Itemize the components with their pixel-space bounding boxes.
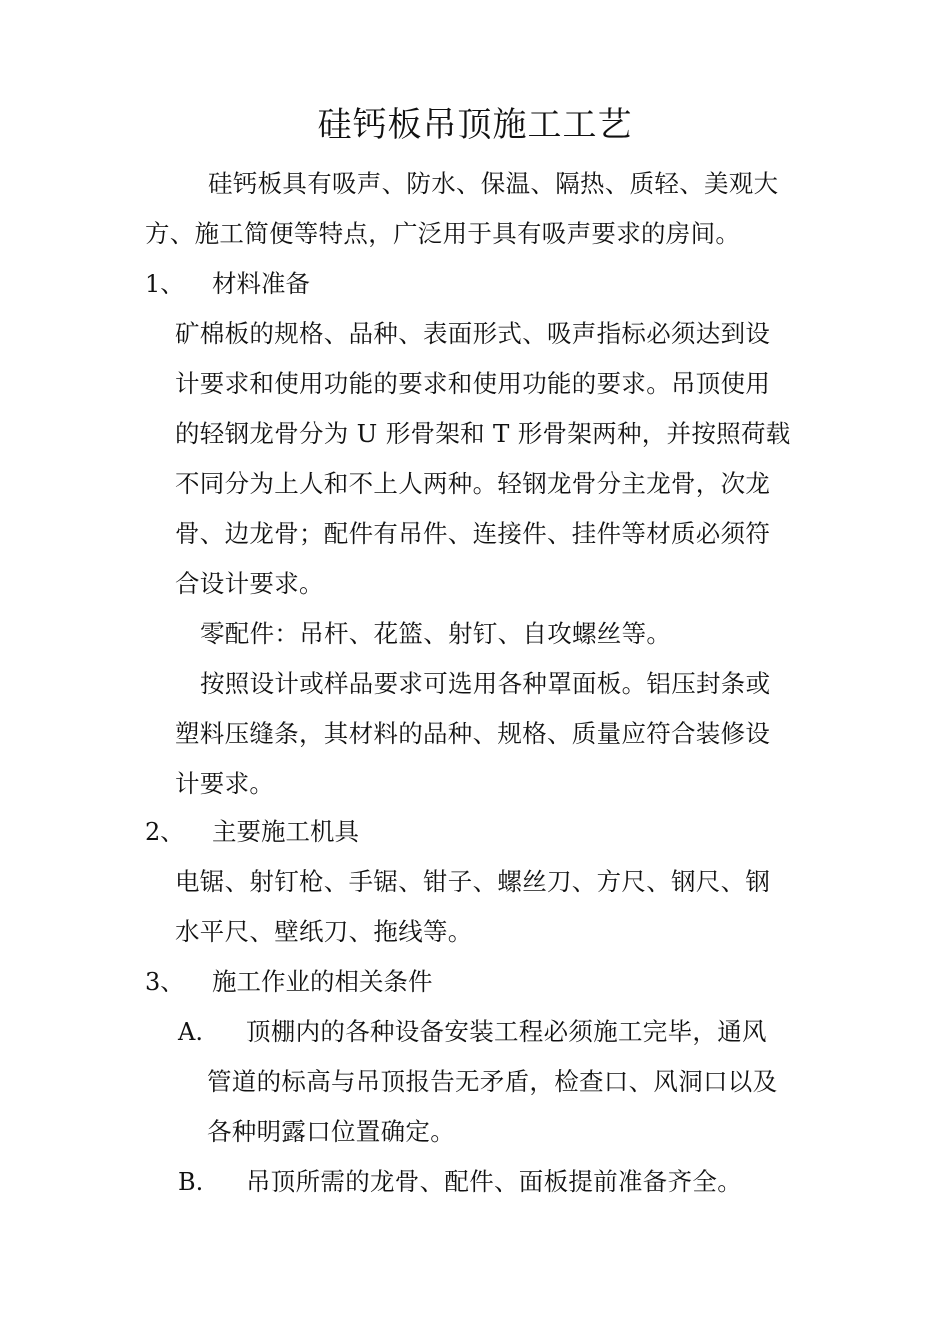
list-item-line: 吊顶所需的龙骨、配件、面板提前准备齐全。: [246, 1167, 742, 1196]
paragraph-line: 矿棉板的规格、品种、表面形式、吸声指标必须达到设: [175, 319, 771, 348]
paragraph-line: 计要求。: [175, 769, 275, 798]
paragraph-line: 按照设计或样品要求可选用各种罩面板。铝压封条或: [200, 669, 771, 698]
list-item-line: 顶棚内的各种设备安装工程必须施工完毕，通风: [246, 1017, 767, 1046]
section-number: 3、: [145, 968, 185, 996]
paragraph-line: 骨、边龙骨；配件有吊件、连接件、挂件等材质必须符: [175, 519, 771, 548]
list-item-label: A.: [178, 1018, 203, 1046]
list-item-line: 各种明露口位置确定。: [207, 1117, 455, 1146]
paragraph-line: 计要求和使用功能的要求和使用功能的要求。吊顶使用: [175, 369, 771, 398]
list-item-label: B.: [178, 1168, 204, 1196]
paragraph-line: 水平尺、壁纸刀、拖线等。: [175, 917, 473, 946]
paragraph-line: 合设计要求。: [175, 569, 324, 598]
section-heading: 施工作业的相关条件: [212, 967, 433, 996]
section-number: 1、: [145, 270, 185, 298]
document-title: 硅钙板吊顶施工工艺: [317, 105, 633, 145]
list-item-line: 管道的标高与吊顶报告无矛盾，检查口、风洞口以及: [207, 1067, 778, 1096]
paragraph-line: 的轻钢龙骨分为 U 形骨架和 T 形骨架两种，并按照荷载: [175, 419, 791, 448]
intro-line: 方、施工简便等特点，广泛用于具有吸声要求的房间。: [145, 219, 741, 248]
paragraph-line: 不同分为上人和不上人两种。轻钢龙骨分主龙骨，次龙: [175, 469, 771, 498]
section-heading: 材料准备: [212, 269, 310, 298]
section-heading: 主要施工机具: [212, 817, 359, 846]
paragraph-line: 塑料压缝条，其材料的品种、规格、质量应符合装修设: [175, 719, 771, 748]
paragraph-line: 电锯、射钉枪、手锯、钳子、螺丝刀、方尺、钢尺、钢: [175, 867, 771, 896]
paragraph-line: 零配件：吊杆、花篮、射钉、自攻螺丝等。: [200, 619, 672, 648]
section-number: 2、: [145, 818, 185, 846]
intro-line: 硅钙板具有吸声、防水、保温、隔热、质轻、美观大: [208, 169, 779, 198]
